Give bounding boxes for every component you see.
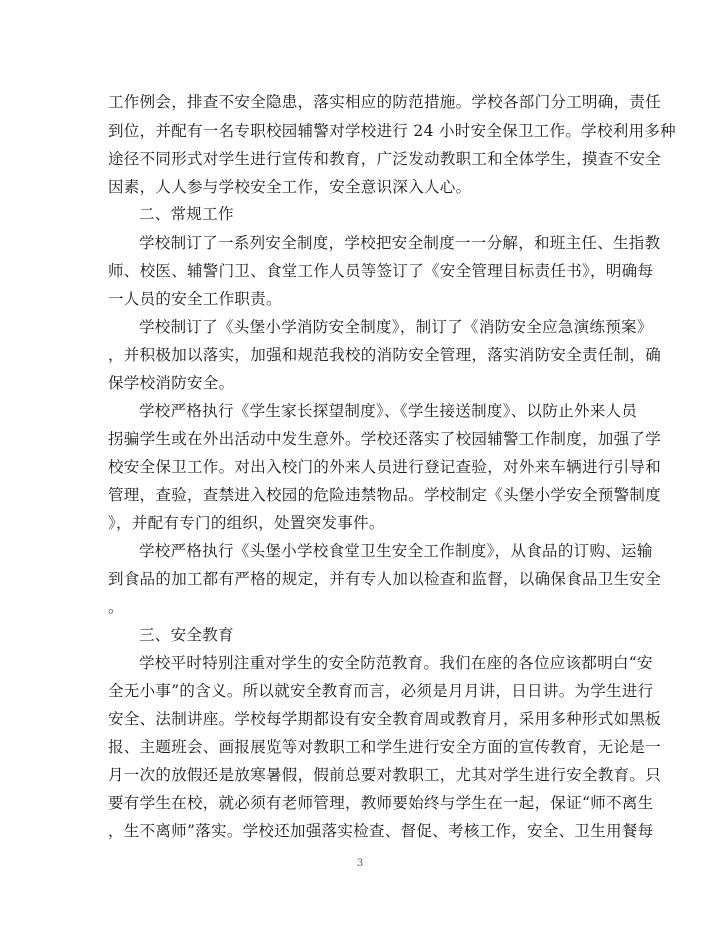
section-heading: 三、安全教育 (139, 626, 234, 644)
paragraph-line: 全无小事”的含义。所以就安全教育而言，必须是月月讲，日日讲。为学生进行 (108, 682, 654, 700)
paragraph-line: 》，并配有专门的组织，处置突发事件。 (108, 514, 385, 532)
section-heading: 二、常规工作 (139, 205, 234, 223)
paragraph-line: ，并积极加以落实，加强和规范我校的消防安全管理，落实消防安全责任制，确 (108, 346, 662, 364)
paragraph-line: 报、主题班会、画报展览等对教职工和学生进行安全方面的宣传教育，无论是一 (108, 738, 662, 756)
paragraph-line: 学校制订了一系列安全制度，学校把安全制度一一分解，和班主任、生指教 (139, 234, 661, 252)
page-number: 3 (356, 858, 364, 869)
paragraph-line: 学校平时特别注重对学生的安全防范教育。我们在座的各位应该都明白“安 (139, 654, 653, 672)
paragraph-line: 工作例会，排查不安全隐患，落实相应的防范措施。学校各部门分工明确，责任 (108, 93, 662, 111)
paragraph-line: 学校制订了《头堡小学消防安全制度》，制订了《消防安全应急演练预案》 (139, 318, 653, 336)
paragraph-line: 一人员的安全工作职责。 (108, 290, 282, 308)
paragraph-line: 途径不同形式对学生进行宣传和教育，广泛发动教职工和全体学生，摸查不安全 (108, 150, 662, 168)
paragraph-line: 学校严格执行《头堡小学校食堂卫生安全工作制度》，从食品的订购、运输 (139, 542, 653, 560)
paragraph-line: 到位，并配有一名专职校园辅警对学校进行 24 小时安全保卫工作。学校利用多种 (108, 122, 676, 140)
paragraph-line: 月一次的放假还是放寒暑假，假前总要对教职工，尤其对学生进行安全教育。只 (108, 766, 662, 784)
paragraph-line: 。 (108, 598, 124, 616)
paragraph-line: 要有学生在校，就必须有老师管理，教师要始终与学生在一起，保证“师不离生 (108, 794, 654, 812)
paragraph-line: 因素，人人参与学校安全工作，安全意识深入人心。 (108, 178, 472, 196)
paragraph-line: 校安全保卫工作。对出入校门的外来人员进行登记查验，对外来车辆进行引导和 (108, 458, 662, 476)
paragraph-line: 安全、法制讲座。学校每学期都设有安全教育周或教育月，采用多种形式如黑板 (108, 710, 662, 728)
paragraph-line: 学校严格执行《学生家长探望制度》、《学生接送制度》、以防止外来人员 (139, 402, 638, 420)
paragraph-line: 管理，查验，查禁进入校园的危险违禁物品。学校制定《头堡小学安全预警制度 (108, 486, 662, 504)
paragraph-line: 保学校消防安全。 (108, 374, 235, 392)
paragraph-line: 到食品的加工都有严格的规定，并有专人加以检查和监督，以确保食品卫生安全 (108, 570, 662, 588)
paragraph-line: ，生不离师”落实。学校还加强落实检查、督促、考核工作，安全、卫生用餐每 (108, 822, 654, 840)
paragraph-line: 拐骗学生或在外出活动中发生意外。学校还落实了校园辅警工作制度，加强了学 (108, 430, 662, 448)
paragraph-line: 师、校医、辅警门卫、食堂工作人员等签订了《安全管理目标责任书》，明确每 (108, 262, 654, 280)
